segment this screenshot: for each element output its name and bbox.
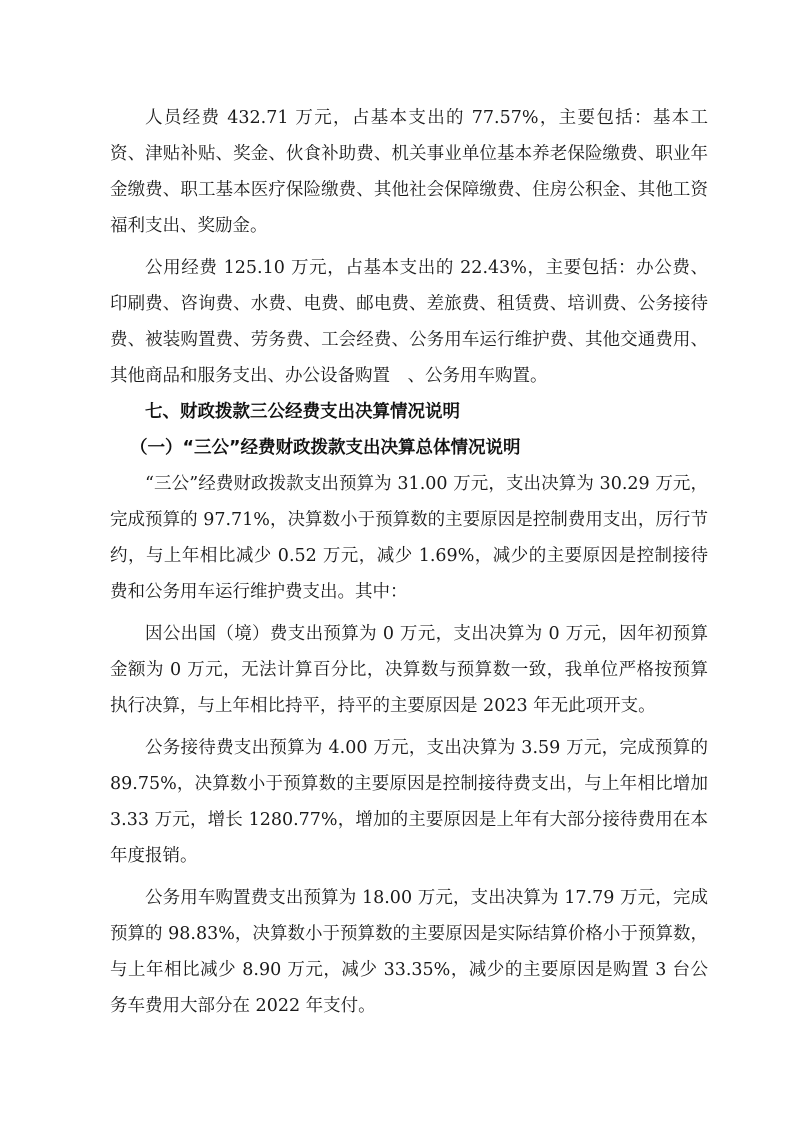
three-public-overall-paragraph: “三公”经费财政拨款支出预算为 31.00 万元，支出决算为 30.29 万元，完成预算的 97.71%，决算数小于预算数的主要原因是控制费用支出，厉行节约，与上年相比减少 0.52 万元，减少 1.69%，减少的主要原因是控制接待费和公务用车运行维护费支出。其中： [110, 474, 708, 602]
subsection-one-heading: （一）“三公”经费财政拨款支出决算总体情况说明 [130, 438, 521, 458]
overseas-travel-paragraph: 因公出国（境）费支出预算为 0 万元，支出决算为 0 万元，因年初预算金额为 0 万元，无法计算百分比，决算数与预算数一致，我单位严格按预算执行决算，与上年相比持平，持平的主要原因是 2023 年无此项开支。 [110, 624, 708, 716]
vehicle-purchase-paragraph: 公务用车购置费支出预算为 18.00 万元，支出决算为 17.79 万元，完成预算的 98.83%，决算数小于预算数的主要原因是实际结算价格小于预算数，与上年相比减少 8.90 万元，减少 33.35%，减少的主要原因是购置 3 台公务车费用大部分在 2022 年支付。 [110, 888, 708, 1016]
document-body [110, 100, 708, 1024]
section-seven-heading: 七、财政拨款三公经费支出决算情况说明 [145, 402, 460, 422]
reception-paragraph: 公务接待费支出预算为 4.00 万元，支出决算为 3.59 万元，完成预算的 89.75%，决算数小于预算数的主要原因是控制接待费支出，与上年相比增加 3.33 万元，增长 1280.77%，增加的主要原因是上年有大部分接待费用在本年度报销。 [110, 738, 708, 866]
personnel-costs-paragraph: 人员经费 432.71 万元，占基本支出的 77.57%，主要包括：基本工资、津贴补贴、奖金、伙食补助费、机关事业单位基本养老保险缴费、职业年金缴费、职工基本医疗保险缴费、其他社会保障缴费、住房公积金、其他工资福利支出、奖励金。 [110, 108, 708, 236]
public-costs-paragraph: 公用经费 125.10 万元，占基本支出的 22.43%，主要包括：办公费、印刷费、咨询费、水费、电费、邮电费、差旅费、租赁费、培训费、公务接待费、被装购置费、劳务费、工会经费、公务用车运行维护费、其他交通费用、其他商品和服务支出、办公设备购置 、公务用车购置。 [110, 258, 708, 386]
